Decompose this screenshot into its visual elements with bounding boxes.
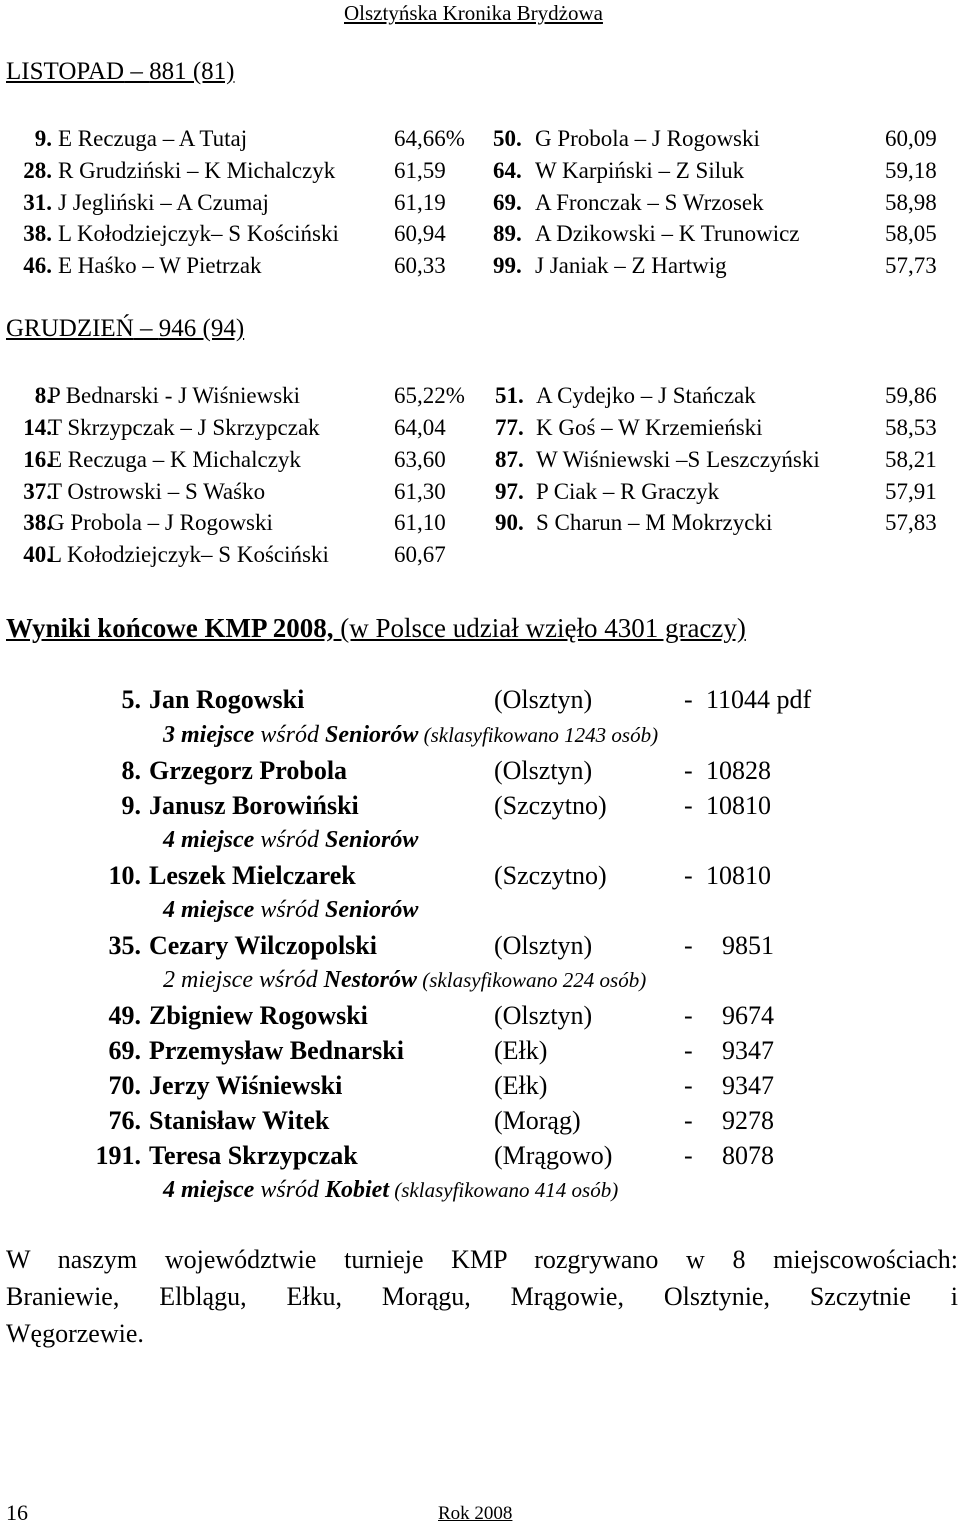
kmp-note: 3 miejsce wśród Seniorów (sklasyfikowano 1243 osób) <box>163 722 659 748</box>
kmp-result-row: 10. Leszek Mielczarek (Szczytno) - 10810 <box>108 861 771 890</box>
result-row: 38. L Kołodziejczyk– S Kościński 60,94 89. A Dzikowski – K Trunowicz 58,05 <box>23 221 937 246</box>
kmp-result-row: 70. Jerzy Wiśniewski (Ełk) - 9347 <box>108 1071 774 1100</box>
result-row: 37. T Ostrowski – S Waśko 61,30 97. P Ciak – R Graczyk 57,91 <box>23 479 937 504</box>
kmp-result-row: 191. Teresa Skrzypczak (Mrągowo) - 8078 <box>95 1141 774 1170</box>
paragraph-line: Węgorzewie. <box>6 1319 144 1348</box>
kmp-result-row: 9. Janusz Borowiński (Szczytno) - 10810 <box>121 791 771 820</box>
kmp-note: 2 miejsce wśród Nestorów (sklasyfikowano 224 osób) <box>163 967 647 993</box>
result-row: 14. T Skrzypczak – J Skrzypczak 64,04 77. K Goś – W Krzemieński 58,53 <box>23 415 937 440</box>
result-row: 9. E Reczuga – A Tutaj 64,66% 50. G Probola – J Rogowski 60,09 <box>34 126 937 151</box>
page-number: 16 <box>6 1500 28 1525</box>
result-row: 46. E Haśko – W Pietrzak 60,33 99. J Janiak – Z Hartwig 57,73 <box>23 253 937 278</box>
result-row: 16. E Reczuga – K Michalczyk 63,60 87. W Wiśniewski –S Leszczyński 58,21 <box>23 447 937 472</box>
kmp-result-row: 49. Zbigniew Rogowski (Olsztyn) - 9674 <box>108 1001 774 1030</box>
kmp-result-row: 69. Przemysław Bednarski (Ełk) - 9347 <box>108 1036 774 1065</box>
kmp-note: 4 miejsce wśród Seniorów <box>163 897 419 923</box>
result-row: 40. L Kołodziejczyk– S Kościński 60,67 <box>23 542 446 567</box>
result-row: 28. R Grudziński – K Michalczyk 61,59 64. W Karpiński – Z Siluk 59,18 <box>23 158 937 183</box>
kmp-note: 4 miejsce wśród Seniorów <box>163 827 419 853</box>
kmp-result-row: 8. Grzegorz Probola (Olsztyn) - 10828 <box>121 756 771 785</box>
kmp-title: Wyniki końcowe KMP 2008, (w Polsce udział wzięło 4301 graczy) <box>6 613 746 643</box>
kmp-result-row: 35. Cezary Wilczopolski (Olsztyn) - 9851 <box>108 931 774 960</box>
result-row: 8. P Bednarski - J Wiśniewski 65,22% 51. A Cydejko – J Stańczak 59,86 <box>34 383 937 408</box>
section-detail: 946 (94) <box>158 315 245 342</box>
result-row: 31. J Jegliński – A Czumaj 61,19 69. A Fronczak – S Wrzosek 58,98 <box>23 190 937 215</box>
section-title-grudzien: GRUDZIEŃ – 946 (94) <box>6 315 245 342</box>
kmp-result-row: 76. Stanisław Witek (Morąg) - 9278 <box>108 1106 774 1135</box>
paragraph-line: W naszym województwie turnieje KMP rozgrywano w 8 miejscowościach: <box>6 1245 958 1274</box>
kmp-note: 4 miejsce wśród Kobiet (sklasyfikowano 414 osób) <box>163 1177 619 1203</box>
section-label: GRUDZIEŃ <box>6 315 134 342</box>
section-title-listopad: LISTOPAD – 881 (81) <box>6 58 235 85</box>
summary-paragraph <box>6 1241 958 1352</box>
kmp-result-row: 5. Jan Rogowski (Olsztyn) - 11044 pdf <box>121 685 812 714</box>
paragraph-line: Braniewie, Elblągu, Ełku, Morągu, Mrągowie, Olsztynie, Szczytnie i <box>6 1282 958 1311</box>
running-header: Olsztyńska Kronika Brydżowa <box>344 1 603 25</box>
section-label: LISTOPAD <box>6 58 125 85</box>
result-row: 38. G Probola – J Rogowski 61,10 90. S Charun – M Mokrzycki 57,83 <box>23 510 937 535</box>
section-detail: 881 (81) <box>149 58 235 85</box>
footer-year: Rok 2008 <box>438 1503 513 1524</box>
